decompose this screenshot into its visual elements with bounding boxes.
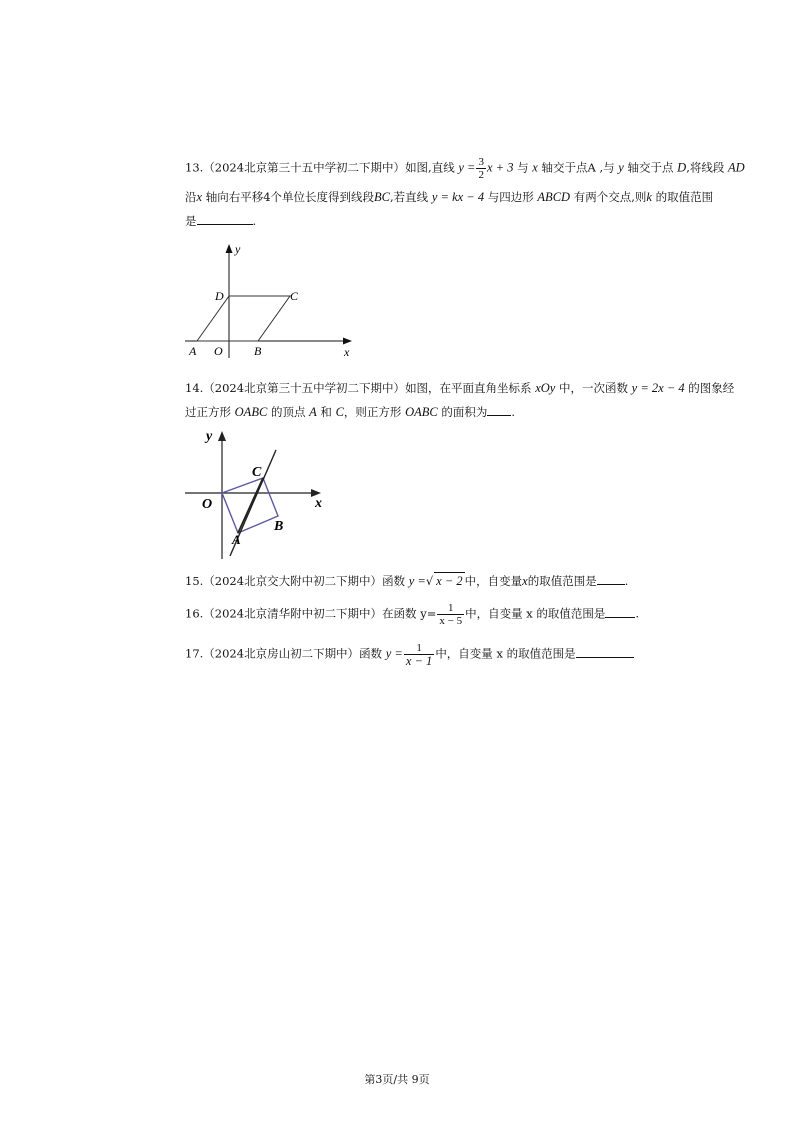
question-text: 的图象经 <box>688 381 735 395</box>
math-var: A <box>309 405 317 419</box>
question-text: 和 <box>320 405 332 419</box>
question-text: 的取值范围 <box>655 190 714 204</box>
figure-13-diagram <box>180 240 360 362</box>
point-a-label: A <box>189 344 197 358</box>
math-var: AD <box>728 160 745 175</box>
answer-blank[interactable] <box>576 646 634 658</box>
question-text: 轴向右平移4个单位长度得到线段 <box>205 190 375 204</box>
question-14-line-2 <box>185 404 515 420</box>
answer-blank[interactable] <box>487 404 511 416</box>
parallelogram-abcd <box>197 296 290 341</box>
question-text: 中，自变量 <box>464 574 523 588</box>
equation: y = <box>458 160 476 175</box>
math-var: ABCD <box>537 190 571 204</box>
question-source: （2024北京交大附中初二下期中） <box>203 574 383 588</box>
point-b-label: B <box>254 344 262 358</box>
point-c-label: C <box>290 289 299 303</box>
question-text: 与 <box>517 160 529 175</box>
question-text: 轴交于点A ,与 <box>541 160 615 175</box>
question-number: 16 <box>185 606 200 621</box>
math-var: D <box>677 160 687 175</box>
question-text: . <box>635 606 640 621</box>
question-14-line-1: 14.（2024北京第三十五中学初二下期中）如图，在平面直角坐标系 xOy 中，一次函数 y = 2x − 4 的图象经 <box>185 381 735 395</box>
equation: y = <box>385 646 403 661</box>
math-var: xOy <box>535 381 556 395</box>
point-d-label: D <box>215 289 224 303</box>
origin-label: O <box>214 344 223 358</box>
fraction: $\frac{1}{x - 1}$ <box>405 642 433 668</box>
question-13-line-3 <box>185 213 256 229</box>
math-var: x <box>522 574 528 588</box>
y-axis-label: y <box>206 429 213 444</box>
math-var: k <box>646 190 652 204</box>
point-c-label: C <box>252 465 262 480</box>
equation: y = kx − 4 <box>431 190 485 204</box>
math-var: x <box>196 190 203 204</box>
question-text: 中，一次函数 <box>559 381 628 395</box>
math-var: OABC <box>405 405 438 419</box>
radical-sign: √ <box>425 574 434 588</box>
question-17: 17.（2024北京房山初二下期中）函数 y = $\frac{1}{x - 1}$ 中，自变量 x 的取值范围是 <box>185 642 634 667</box>
math-var: x <box>532 160 538 175</box>
question-13-line-2 <box>185 189 713 205</box>
question-text: 中，自变量 x 的取值范围是 <box>465 606 606 621</box>
question-text: 函数 <box>359 646 383 661</box>
question-text: ,将线段 <box>686 160 725 175</box>
point-b-label: B <box>274 519 284 534</box>
question-text: 函数 <box>382 574 406 588</box>
question-text: 的面积为 <box>441 405 488 419</box>
question-text: 与四边形 <box>487 190 534 204</box>
question-text: 沿 <box>185 190 197 204</box>
question-text: 如图,直线 <box>405 160 455 175</box>
y-axis-arrow-icon <box>226 244 233 253</box>
fraction: $\frac{3}{2}$ <box>478 156 484 181</box>
question-text: ，则正方形 <box>343 405 402 419</box>
figure-14-diagram <box>180 423 330 563</box>
math-var: BC <box>374 190 391 204</box>
question-text: 过正方形 <box>185 405 231 419</box>
answer-blank[interactable] <box>597 573 625 585</box>
question-text: . <box>624 574 629 588</box>
question-number: 17 <box>185 646 200 661</box>
question-source: （2024北京房山初二下期中） <box>203 646 360 661</box>
question-text: . <box>511 405 516 419</box>
math-var: OABC <box>234 405 268 419</box>
question-number: 13 <box>185 160 200 175</box>
question-text: 是 <box>185 214 197 228</box>
x-axis-label: x <box>315 496 322 511</box>
origin-label: O <box>202 497 213 512</box>
math-var: y <box>618 160 624 175</box>
answer-blank[interactable] <box>605 606 635 618</box>
question-16: 16.（2024北京清华附中初二下期中）在函数 y= $\frac{1}{x - 5}$ 中，自变量 x 的取值范围是 . <box>185 602 640 627</box>
question-text: 的取值范围是 <box>527 574 597 588</box>
question-number: 14 <box>185 381 200 395</box>
math-var: C <box>335 405 344 419</box>
x-axis-label: x <box>344 345 350 359</box>
y-axis-arrow-icon <box>218 431 226 441</box>
question-text: . <box>252 214 257 228</box>
question-source: （2024北京第三十五中学初二下期中） <box>203 160 406 175</box>
point-a-label: A <box>232 532 241 547</box>
y-axis-label: y <box>235 242 241 256</box>
question-13-line-1: 13.（2024北京第三十五中学初二下期中）如图,直线 y = $\frac{3}{2}$ x + 3 与 x 轴交于点A ,与 y 轴交于点 D,将线段 AD <box>185 156 745 181</box>
x-axis-arrow-icon <box>343 338 352 345</box>
equation: x + 3 <box>486 160 514 175</box>
answer-blank[interactable] <box>197 213 253 225</box>
question-15: 15.（2024北京交大附中初二下期中）函数 y =√ x − 2 中，自变量x的取值范围是 . <box>185 574 629 588</box>
question-text: 的顶点 <box>270 405 306 419</box>
question-text: 中，自变量 x 的取值范围是 <box>435 646 576 661</box>
question-text: 有两个交点,则 <box>573 190 647 204</box>
equation: y = 2x − 4 <box>631 381 685 395</box>
question-number: 15 <box>185 574 200 588</box>
question-text: 在函数 y= <box>382 606 437 621</box>
question-source: （2024北京清华附中初二下期中） <box>203 606 383 621</box>
question-text: 轴交于点 <box>627 160 674 175</box>
fraction: $\frac{1}{x - 5}$ <box>439 602 463 627</box>
question-text: ,若直线 <box>390 190 429 204</box>
question-source: （2024北京第三十五中学初二下期中） <box>203 381 406 395</box>
question-text: 如图，在平面直角坐标系 <box>405 381 532 395</box>
equation: y = <box>408 574 426 588</box>
page-footer: 第3页/共 9页 <box>364 1073 430 1086</box>
radicand: x − 2 <box>436 574 463 588</box>
